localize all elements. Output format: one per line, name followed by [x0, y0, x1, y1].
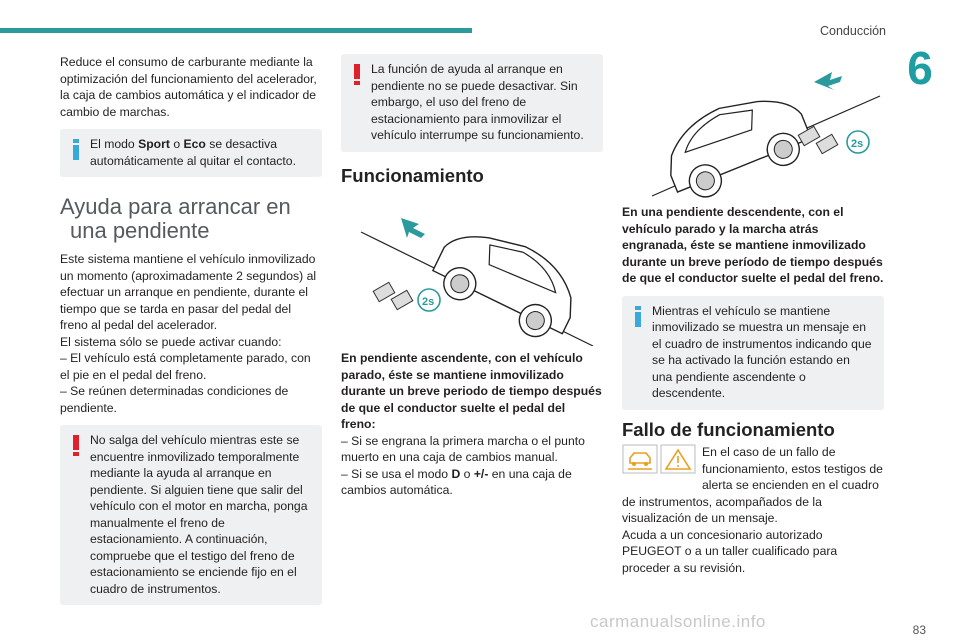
column-1	[60, 54, 322, 617]
info-box-text: El modo Sport o Eco se desactiva automáticamente al quitar el contacto.	[90, 137, 296, 168]
warning-box-text: La función de ayuda al arranque en pendiente no se puede desactivar. Sin embargo, el uso del freno de estacionamiento para inmovilizar el vehículo interrumpe su funcionamiento.	[371, 62, 584, 142]
downhill-car-illustration	[622, 58, 884, 198]
list-item: – Si se engrana la primera marcha o el punto muerto en una caja de cambios manual.	[341, 433, 585, 464]
list-item: – El vehículo está completamente parado, con el pie en el pedal del freno.	[60, 351, 311, 382]
info-box-mode	[60, 129, 322, 177]
page-number: 83	[912, 623, 926, 637]
fault-warning-lamps	[622, 444, 696, 479]
hill-start-fault-icon	[623, 445, 657, 473]
info-icon	[631, 304, 645, 328]
warning-box-deactivate	[341, 54, 603, 152]
uphill-car-illustration	[341, 196, 603, 346]
heading-malfunction: Fallo de funcionamiento	[622, 418, 835, 440]
info-box-text: Mientras el vehículo se mantiene inmovilizado se muestra un mensaje en el cuadro de instrumentos indicando que se ha activado la función estando en una pendiente ascendente o descendente.	[652, 303, 872, 400]
heading-operation: Funcionamiento	[341, 164, 484, 186]
list-item: – Se reúnen determinadas condiciones de pendiente.	[60, 384, 289, 415]
info-icon	[69, 137, 83, 161]
watermark: carmanualsonline.info	[590, 612, 766, 631]
body-paragraph: El sistema sólo se puede activar cuando:	[60, 334, 282, 349]
warning-icon	[350, 62, 364, 86]
heading-hill-start: Ayuda para arrancar en una pendiente	[60, 194, 291, 243]
timer-label: 2s	[422, 296, 435, 308]
warning-box-exit	[60, 425, 322, 605]
chapter-number: 6	[907, 42, 933, 94]
fault-paragraph: Acuda a un concesionario autorizado PEUGEOT o a un taller cualificado para proceder a su revisión.	[622, 527, 838, 575]
info-box-message	[622, 296, 884, 410]
warning-triangle-icon	[661, 445, 695, 473]
downhill-description: En una pendiente descendente, con el vehículo parado y la marcha atrás engranada, éste se mantiene inmovilizado durante un breve período de tiempo después de que el conductor suelte el pedal del freno.	[622, 205, 884, 285]
fault-paragraph: En el caso de un fallo de funcionamiento, estos testigos de alerta se encienden en el cuadro de instrumentos, acompañados de la visualización de un mensaje.	[622, 445, 883, 525]
column-2	[341, 54, 603, 499]
timer-label: 2s	[851, 138, 864, 150]
body-paragraph: Este sistema mantiene el vehículo inmovilizado un momento (aproximadamente 2 segundos) al efectuar un arranque en pendiente, durante el tiempo que se tarda en pasar del pedal del freno al pedal del acelerador.	[60, 252, 317, 332]
warning-icon	[69, 433, 83, 457]
header-accent-bar	[0, 28, 472, 33]
section-title: Conducción	[819, 24, 886, 38]
uphill-description: En pendiente ascendente, con el vehículo parado, éste se mantiene inmovilizado durante un breve periodo de tiempo después de que el conductor suelte el pedal del freno:	[341, 351, 602, 431]
warning-box-text: No salga del vehículo mientras este se encuentre inmovilizado temporalmente mediante la ayuda al arranque en pendiente. Si alguien tiene que salir del vehículo con el motor en marcha, ponga manualmente el freno de estacionamiento. A continuación, compruebe que el testigo del freno de estacionamiento se enciende fijo en el cuadro de instrumentos.	[90, 433, 308, 596]
column-3	[622, 54, 884, 576]
list-item: – Si se usa el modo D o +/- en una caja de cambios automática.	[341, 466, 572, 497]
intro-paragraph: Reduce el consumo de carburante mediante la optimización del funcionamiento del acelerador, la caja de cambios automática y el indicador de cambio de marchas.	[60, 55, 317, 119]
